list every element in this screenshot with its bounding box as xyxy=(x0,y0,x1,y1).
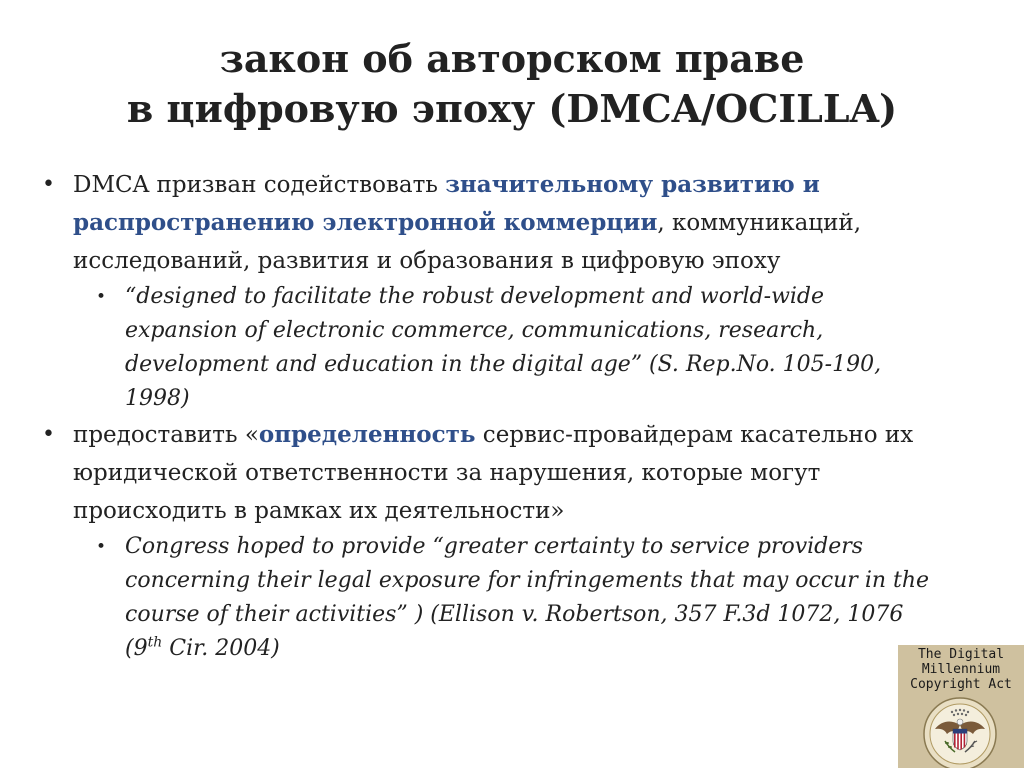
sub-bullet-2-text: Congress hoped to provide “greater certainty to service providers concerning their legal exposure for infringements that may occur in the course of their activities” ) (Ellison v. Robertson, 357 F.3d 1072, 1076 (9 xyxy=(125,534,930,661)
bullet-2-text-post: сервис-провайдерам касательно их юридической ответственности за нарушения, которые могут происходить в рамках их деятельности» xyxy=(73,422,914,524)
sub-bullet-2-superscript: th xyxy=(147,634,163,651)
sub-bullet-1-text: “designed to facilitate the robust development and world-wide expansion of electronic commerce, communications, research, development and education in the digital age” (S. Rep.No. 105-190, 1998) xyxy=(125,284,882,411)
sub-bullet-2-text-end: Cir. 2004) xyxy=(162,636,280,661)
sub-bullet-dot-icon: • xyxy=(96,537,107,557)
bullet-item-1 xyxy=(40,166,940,280)
logo-text xyxy=(898,647,1024,692)
sub-bullet-dot-icon: • xyxy=(96,287,107,307)
bullet-2-text-pre: предоставить « xyxy=(73,422,259,448)
bullet-item-2 xyxy=(40,416,940,530)
logo-line-2: Millennium xyxy=(921,662,1001,677)
logo-line-1: The Digital xyxy=(917,647,1005,662)
title-line-2: в цифровую эпоху (DMCA/OCILLA) xyxy=(126,86,898,131)
bullet-dot-icon: • xyxy=(42,172,55,197)
bullet-dot-icon: • xyxy=(42,422,55,447)
bullet-1-text-pre: DMCA призван содействовать xyxy=(73,172,446,198)
logo-line-3: Copyright Act xyxy=(910,677,1012,692)
us-great-seal-icon xyxy=(923,697,997,768)
bullet-2-highlight: определенность xyxy=(258,421,476,448)
bullet-1-text-post: , коммуникаций, исследований, развития и образования в цифровую эпоху xyxy=(73,210,862,274)
title-line-1: закон об авторском праве xyxy=(219,36,805,81)
sub-bullet-item-2 xyxy=(40,530,940,666)
bullet-1-highlight: значительному развитию и распространению электронной коммерции xyxy=(73,171,820,236)
slide-title xyxy=(40,34,984,134)
bullet-list xyxy=(40,166,940,666)
sub-bullet-item-1 xyxy=(40,280,940,416)
dmca-logo xyxy=(898,645,1024,768)
